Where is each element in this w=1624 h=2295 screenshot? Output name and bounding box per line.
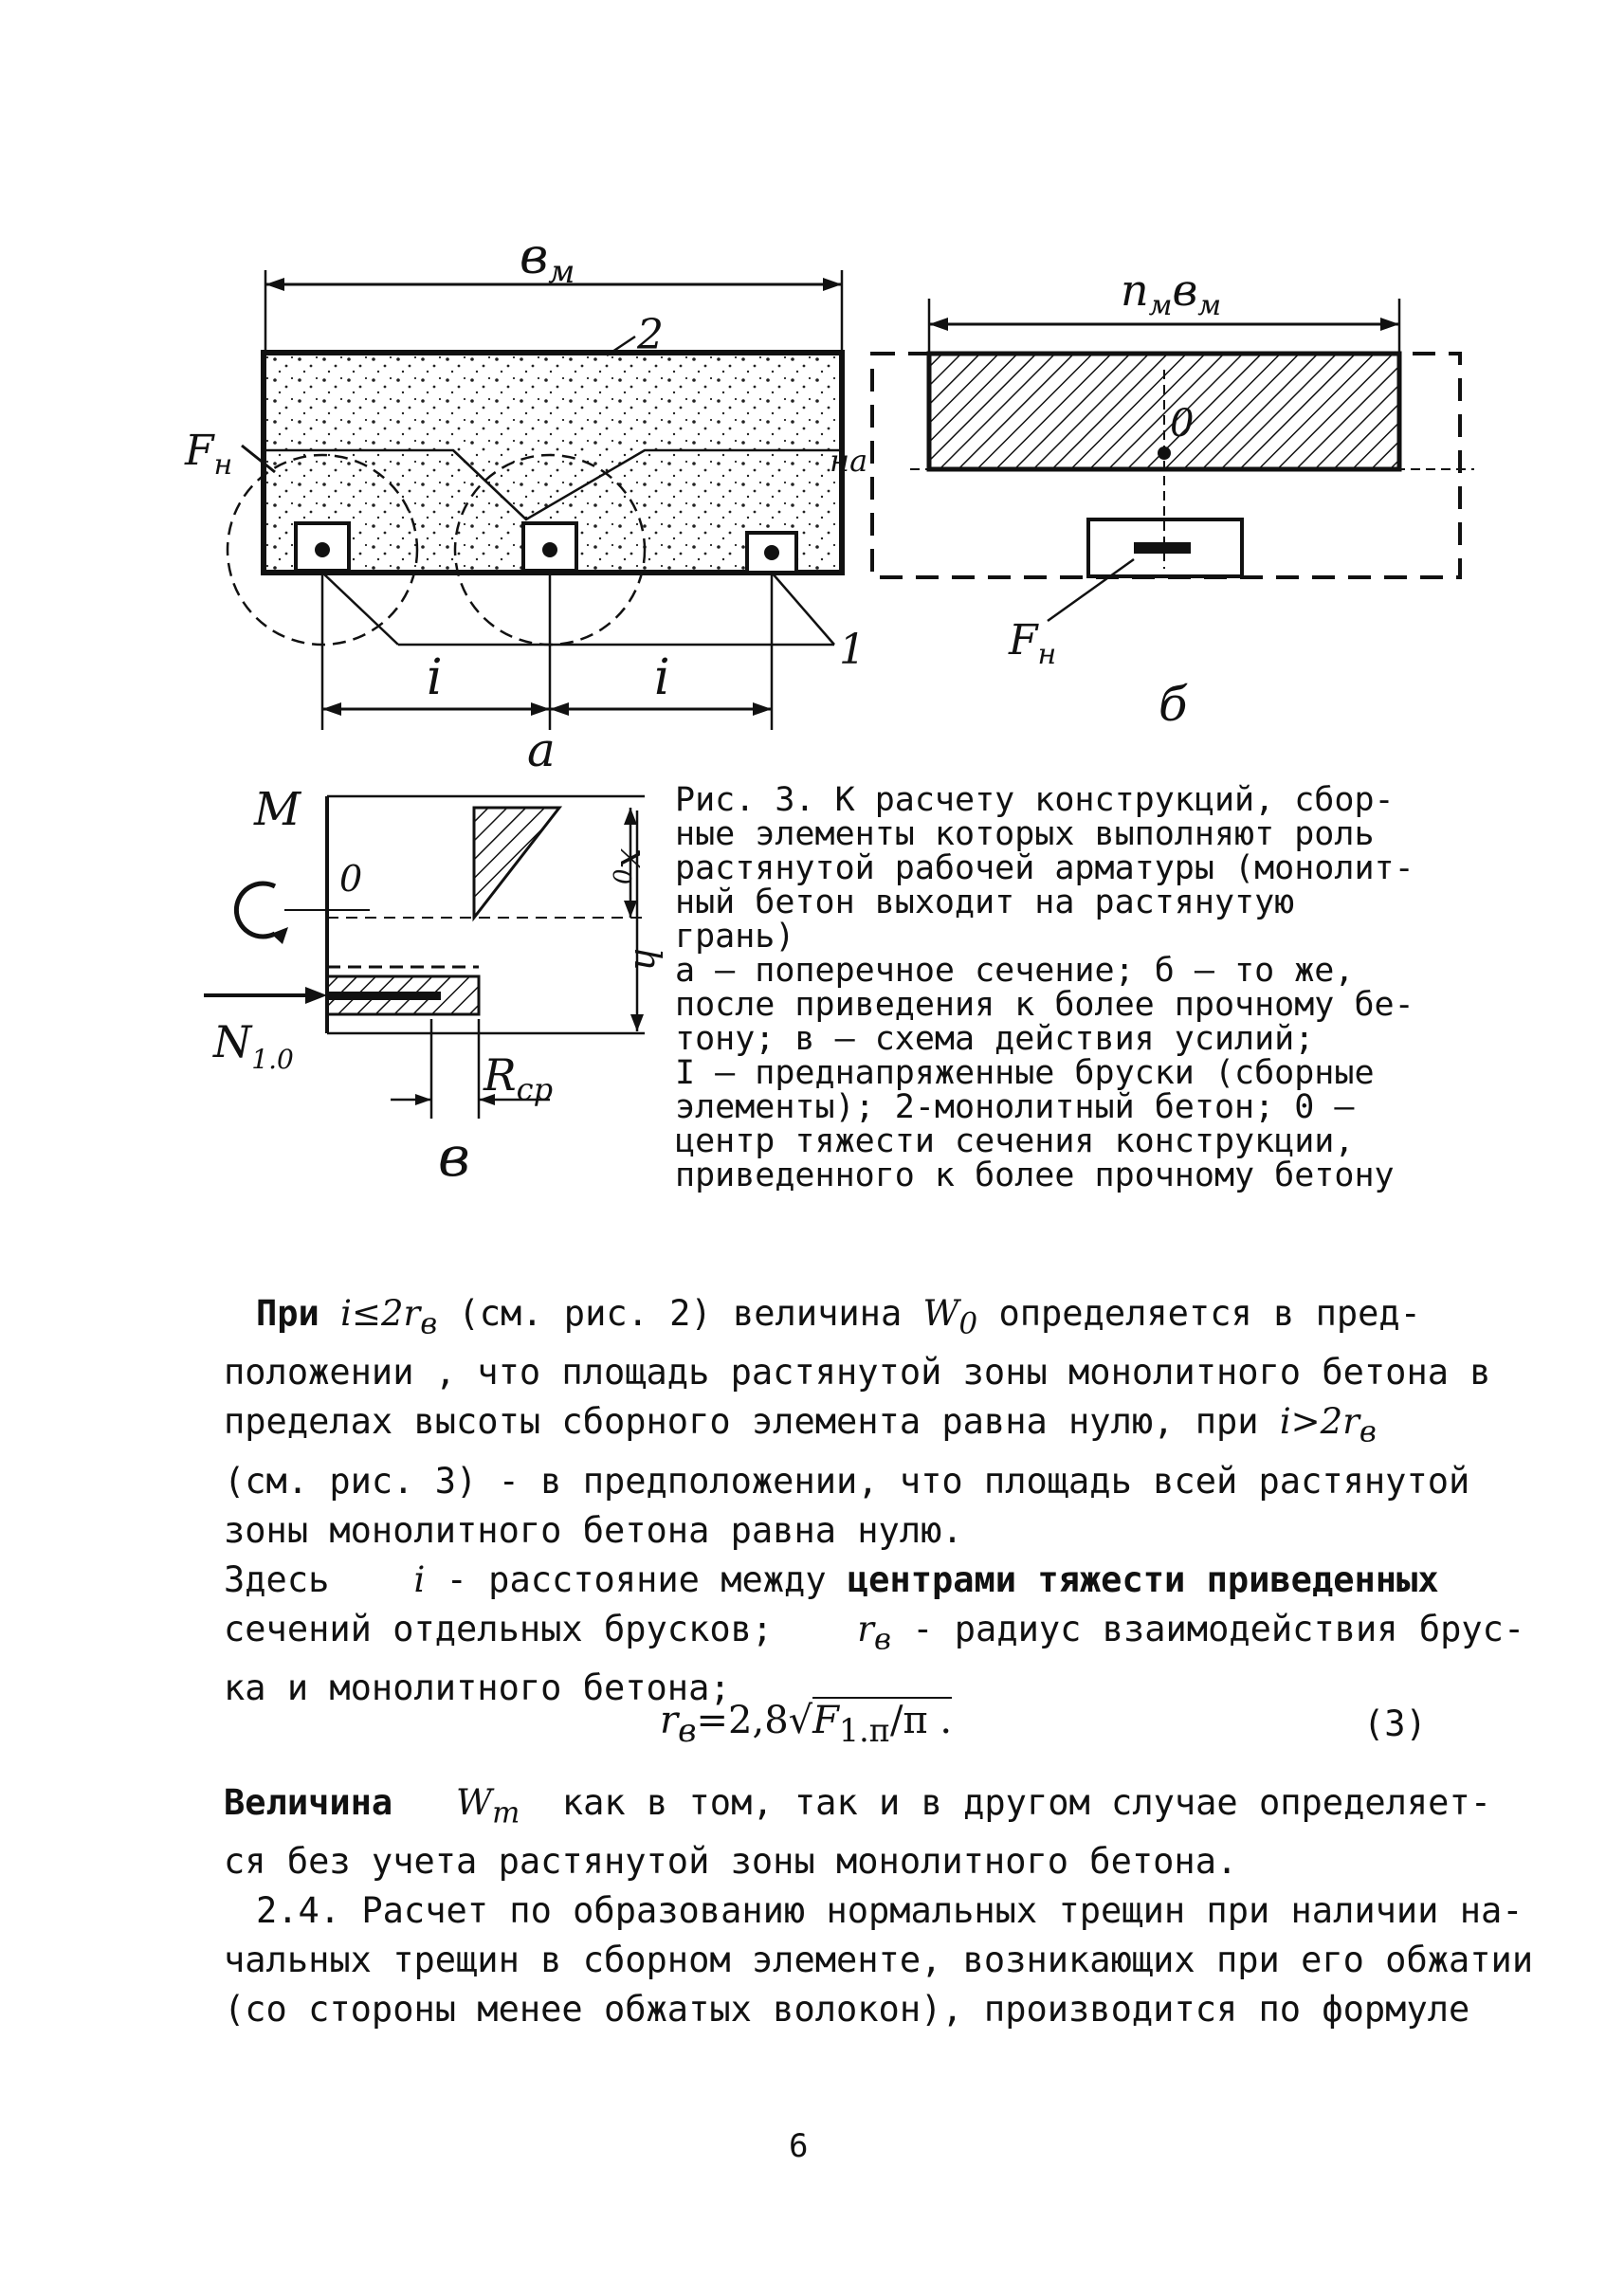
caption-line: после приведения к более прочному бе- — [675, 986, 1414, 1024]
body-text-2 — [224, 1778, 1534, 2034]
dim-bm-label: вм — [520, 228, 575, 291]
paragraph-line: (со стороны менее обжатых волокон), производится по формуле — [224, 1989, 1470, 2031]
page-number: 6 — [789, 2127, 809, 2165]
caption-line: грань) — [675, 918, 795, 956]
paragraph-line: чальных трещин в сборном элементе, возникающих при его обжатии — [224, 1940, 1534, 1981]
label-fn-a: $F_н$ — [185, 427, 233, 482]
caption-line: растянутой рабочей арматуры (монолит- — [675, 849, 1414, 887]
caption-line: тону; в – схема действия усилий; — [675, 1020, 1315, 1058]
panel-b — [872, 264, 1474, 732]
label-2: 2 — [637, 311, 664, 359]
label-h: h — [627, 948, 668, 972]
label-1: 1 — [839, 626, 866, 674]
label-fn-b: $F_н$ — [1009, 616, 1057, 671]
paragraph-line: Здесь i - расстояние между центрами тяжести приведенных — [224, 1558, 1439, 1600]
caption-line: ные элементы которых выполняют роль — [675, 815, 1375, 853]
caption-line: I – преднапряженные бруски (сборные — [675, 1054, 1375, 1092]
label-i-left: i — [427, 649, 443, 706]
caption-line: ный бетон выходит на растянутую — [675, 883, 1295, 921]
paragraph-line: 2.4. Расчет по образованию нормальных трещин при наличии на- — [256, 1890, 1524, 1932]
label-na: на — [830, 443, 868, 479]
dim-nmbm-label: $n_мв_м$ — [1121, 264, 1222, 322]
panel-v-letter: в — [438, 1124, 470, 1189]
caption-line: приведенного к более прочному бетону — [675, 1157, 1395, 1194]
panel-b-letter: б — [1159, 677, 1188, 732]
paragraph-line: Величина $W_т$ как в том, так и в другом случае определяет- — [224, 1782, 1492, 1831]
paragraph-line: ся без учета растянутой зоны монолитного бетона. — [224, 1841, 1238, 1883]
paragraph-line: сечений отдельных брусков; $r_в$ - радиус взаимодействия брус- — [224, 1608, 1525, 1657]
formula-number: (3) — [1363, 1703, 1427, 1744]
caption-line: Рис. 3. К расчету конструкций, сбор- — [675, 781, 1395, 819]
body-text — [224, 1289, 1525, 1713]
paragraph-line: При $i\le 2r_в$ (см. рис. 2) величина $W_0$ определяется в пред- — [256, 1293, 1421, 1341]
label-x0: $x_0$ — [607, 848, 654, 884]
label-m: M — [254, 783, 301, 836]
caption-line: центр тяжести сечения конструкции, — [675, 1122, 1355, 1160]
label-n: $N_{1.0}$ — [213, 1016, 294, 1075]
label-i-right: i — [654, 649, 670, 706]
formula-3: $r_в=2,8√F_{1.п}/\pi$ . — [660, 1699, 953, 1749]
compression-diagram — [474, 808, 559, 918]
panel-v — [204, 783, 668, 1189]
figure-caption — [675, 783, 1414, 1193]
caption-line: элементы); 2-монолитный бетон; 0 – — [675, 1088, 1355, 1126]
panel-a-letter: а — [527, 722, 556, 777]
caption-line: а – поперечное сечение; б – то же, — [675, 952, 1355, 990]
paragraph-line: зоны монолитного бетона равна нулю. — [224, 1509, 963, 1551]
paragraph-line: ка и монолитного бетона; — [224, 1667, 731, 1709]
label-o-b: 0 — [1170, 402, 1195, 446]
panel-a — [184, 228, 867, 777]
label-o-v: 0 — [339, 858, 363, 900]
paragraph-line: пределах высоты сборного элемента равна нулю, при $i>2r_в$ — [224, 1401, 1377, 1449]
paragraph-line: (см. рис. 3) - в предположении, что площадь всей растянутой — [224, 1460, 1470, 1502]
paragraph-line: положении , что площадь растянутой зоны монолитного бетона в — [224, 1352, 1491, 1393]
label-rcp: $R_{ср}$ — [484, 1049, 554, 1107]
